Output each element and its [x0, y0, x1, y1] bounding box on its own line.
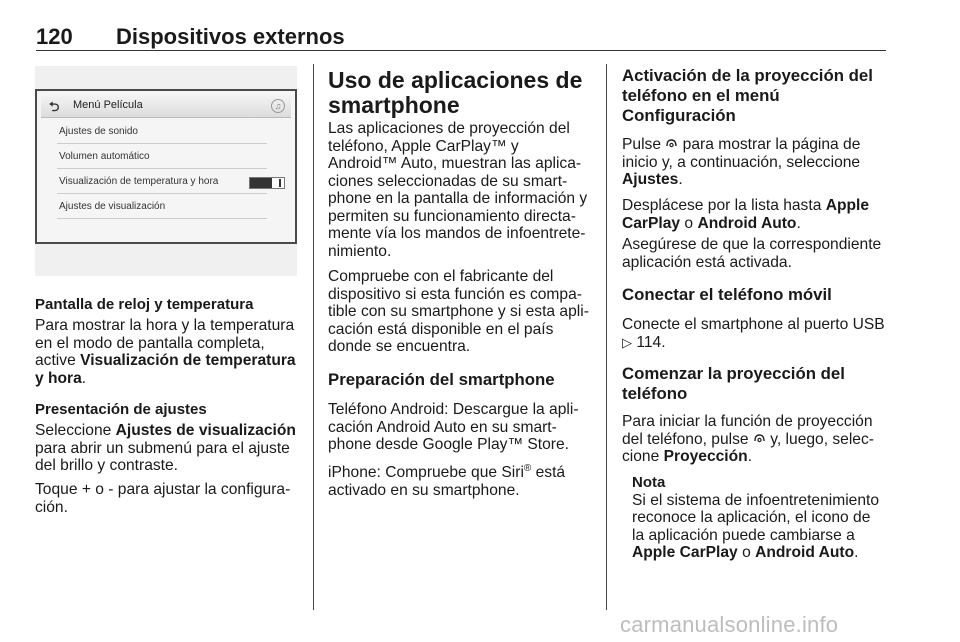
- text: está activado en su smartphone.: [328, 464, 566, 499]
- screen-titlebar: [41, 95, 291, 118]
- paragraph-compatibility: Compruebe con el fabricante del dispositivo si esta función es compa-tible con su smartphone y si esta apli-cación está disponible en el país donde se encuentra.: [328, 268, 589, 355]
- paragraph-connect: [622, 316, 886, 351]
- page-header: [36, 0, 886, 52]
- toggle-knob: [279, 179, 281, 187]
- text: para mostrar la página de inicio y, a continuación, seleccione: [622, 136, 861, 171]
- bold-term: Ajustes: [622, 171, 679, 188]
- menu-item-label: Visualización de temperatura y hora: [59, 176, 219, 187]
- bold-term: Android Auto: [755, 544, 855, 561]
- text: .: [796, 214, 801, 232]
- text: Seleccione: [35, 422, 116, 439]
- heading-prepare-smartphone: Preparación del smartphone: [328, 370, 555, 389]
- page-ref-arrow-icon: ▷: [622, 334, 632, 350]
- paragraph-ensure: Asegúrese de que la correspondiente aplicación está activada.: [622, 236, 882, 271]
- paragraph-adjust: Toque + o - para ajustar la configura-ción.: [35, 481, 291, 516]
- text: .: [678, 171, 683, 188]
- bold-term: Apple CarPlay: [622, 197, 870, 232]
- heading-start-projection: Comenzar la proyección del teléfono: [622, 364, 845, 403]
- heading-clock-temp: Pantalla de reloj y temperatura: [35, 296, 254, 313]
- paragraph-clock-temp: [35, 317, 297, 387]
- column-divider-2: [606, 64, 607, 610]
- bold-term: Visualización de temperatura y hora: [35, 352, 296, 387]
- paragraph-display-settings: [35, 422, 297, 475]
- music-note-icon: ♫: [271, 99, 285, 113]
- watermark: carmanualsonline.info: [620, 612, 839, 637]
- bold-term: Proyección: [663, 448, 748, 465]
- heading-smartphone-apps: Uso de aplicaciones de smartphone: [328, 67, 583, 118]
- paragraph-iphone: [328, 460, 590, 499]
- column-divider-1: [313, 64, 314, 610]
- text: 114.: [632, 333, 666, 351]
- temp-time-toggle[interactable]: [249, 177, 285, 189]
- text: .: [81, 369, 87, 387]
- header-rule: [36, 50, 886, 51]
- heading-activate-projection: Activación de la proyección del teléfono en el menú Configuración: [622, 66, 873, 125]
- text: Si el sistema de infoentretenimiento reconoce la aplicación, el icono de la aplicación puede cambiarse a: [632, 491, 880, 544]
- menu-item-display[interactable]: [57, 196, 267, 219]
- heading-display-settings: Presentación de ajustes: [35, 401, 207, 418]
- home-phone-icon: [753, 432, 766, 445]
- paragraph-scroll: [622, 197, 886, 232]
- note-title: Nota: [632, 474, 666, 491]
- home-phone-icon: [665, 137, 678, 150]
- paragraph-projection: Las aplicaciones de proyección del teléfono, Apple CarPlay™ y Android™ Auto, muestran las aplica-ciones seleccionadas de su smart-phone en la pantalla de información y permiten su funcionamiento directa-mente vía los mandos de infoentrete-nimiento.: [328, 120, 588, 260]
- registered-mark: ®: [523, 463, 532, 474]
- menu-item-sound[interactable]: [57, 121, 267, 144]
- back-icon[interactable]: ⮌: [49, 99, 60, 114]
- text: o: [737, 544, 756, 561]
- toggle-fill: [250, 178, 272, 188]
- screen-frame: [35, 89, 297, 244]
- bold-term: Ajustes de visualización: [115, 422, 296, 439]
- menu-item-temp-time[interactable]: [57, 171, 267, 194]
- text: Para iniciar la función de proyección del teléfono, pulse: [622, 413, 873, 448]
- infotainment-screenshot: [35, 66, 297, 276]
- paragraph-press-home: [622, 136, 886, 189]
- bold-term: Apple CarPlay: [632, 544, 738, 561]
- menu-item-label: Ajustes de sonido: [59, 126, 138, 137]
- text: Conecte el smartphone al puerto USB: [622, 316, 885, 333]
- text: iPhone: Compruebe que Siri: [328, 464, 524, 482]
- heading-connect-phone: Conectar el teléfono móvil: [622, 285, 832, 304]
- text: Pulse: [622, 136, 666, 153]
- screen-title: Menú Película: [73, 99, 143, 111]
- text: .: [854, 544, 859, 561]
- page-number: 120: [36, 24, 73, 49]
- text: .: [747, 448, 753, 465]
- paragraph-start: [622, 413, 886, 466]
- text: Desplácese por la lista hasta: [622, 197, 826, 214]
- paragraph-android: Teléfono Android: Descargue la apli-cación Android Auto en su smart-phone desde Google Play™ Store.: [328, 401, 579, 453]
- menu-item-auto-volume[interactable]: [57, 146, 267, 169]
- bold-term: Android Auto: [697, 214, 797, 232]
- note-text: [632, 492, 886, 562]
- text: para abrir un submenú para el ajuste del brillo y contraste.: [35, 439, 290, 474]
- menu-item-label: Volumen automático: [59, 151, 150, 162]
- text: y, luego, selec-cione: [622, 430, 874, 465]
- text: o: [680, 214, 698, 232]
- menu-item-label: Ajustes de visualización: [59, 201, 166, 212]
- running-title: Dispositivos externos: [116, 24, 345, 49]
- note-box: [622, 474, 886, 562]
- text: Para mostrar la hora y la temperatura en el modo de pantalla completa, active: [35, 317, 295, 369]
